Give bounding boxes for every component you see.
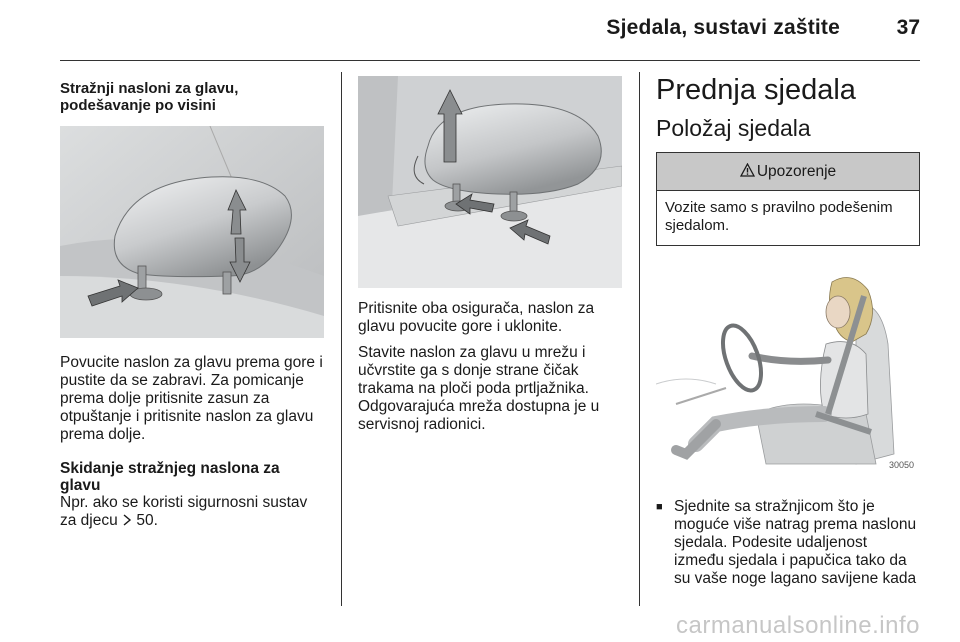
remove-headrest-paragraph: Pritisnite oba osigurača, naslon za glavu povucite gore i uklonite. <box>358 300 595 335</box>
seating-position-illustration <box>656 264 920 474</box>
page-number: 37 <box>896 16 920 39</box>
header-title: Sjedala, sustavi zaštite <box>606 16 840 39</box>
warning-header <box>657 153 919 191</box>
section-heading <box>60 80 324 114</box>
removal-subheading: Skidanje stražnjeg naslona za glavu <box>60 460 280 494</box>
removal-text: Npr. ako se koristi sigurnosni sustav za djecu <box>60 494 308 529</box>
warning-text: Vozite samo s pravilno podešenim sjedalom. <box>665 199 893 234</box>
section-subtitle: Položaj sjedala <box>656 115 811 141</box>
rear-headrest-figure <box>60 126 324 338</box>
headrest-adjust-paragraph: Povucite naslon za glavu prema gore i pustite da se zabravi. Za pomicanje prema dolje pritisnite zasun za otpuštanje i pritisnite naslon za glavu prema dolje. <box>60 354 323 443</box>
right-column <box>656 74 920 588</box>
column-divider-2 <box>639 72 640 606</box>
bullet-item <box>656 498 920 588</box>
bullet-text: Sjednite sa stražnjicom što je moguće više natrag prema naslonu sjedala. Podesite udaljenost između sjedala i papučica tako da su vaše noge lagano savijene kada <box>674 498 917 587</box>
figure-code: 30050 <box>888 460 914 470</box>
arrow-right-outline-icon <box>122 512 132 529</box>
warning-label: Upozorenje <box>756 162 837 180</box>
section-title: Prednja sjedala <box>656 74 856 106</box>
seating-position-figure <box>656 264 920 474</box>
page-reference[interactable]: 50. <box>136 512 158 529</box>
left-column <box>60 80 324 530</box>
removal-paragraph <box>60 494 324 530</box>
warning-triangle-icon <box>740 163 755 181</box>
column-divider-1 <box>341 72 342 606</box>
rear-headrest-illustration <box>60 126 324 338</box>
middle-column <box>358 76 622 434</box>
headrest-removal-illustration <box>358 76 622 288</box>
section-heading-line1: Stražnji nasloni za glavu, <box>60 80 239 97</box>
bullet-marker: ■ <box>656 501 663 513</box>
store-headrest-paragraph: Stavite naslon za glavu u mrežu i učvrstite ga s donje strane čičak trakama na ploči poda prtljažnika. Odgovarajuća mreža dostupna je u servisnoj radionici. <box>358 344 600 433</box>
header-rule <box>60 60 920 61</box>
watermark: carmanualsonline.info <box>676 612 920 639</box>
section-heading-line2: podešavanje po visini <box>60 97 216 114</box>
headrest-removal-figure <box>358 76 622 288</box>
warning-box <box>656 152 920 246</box>
